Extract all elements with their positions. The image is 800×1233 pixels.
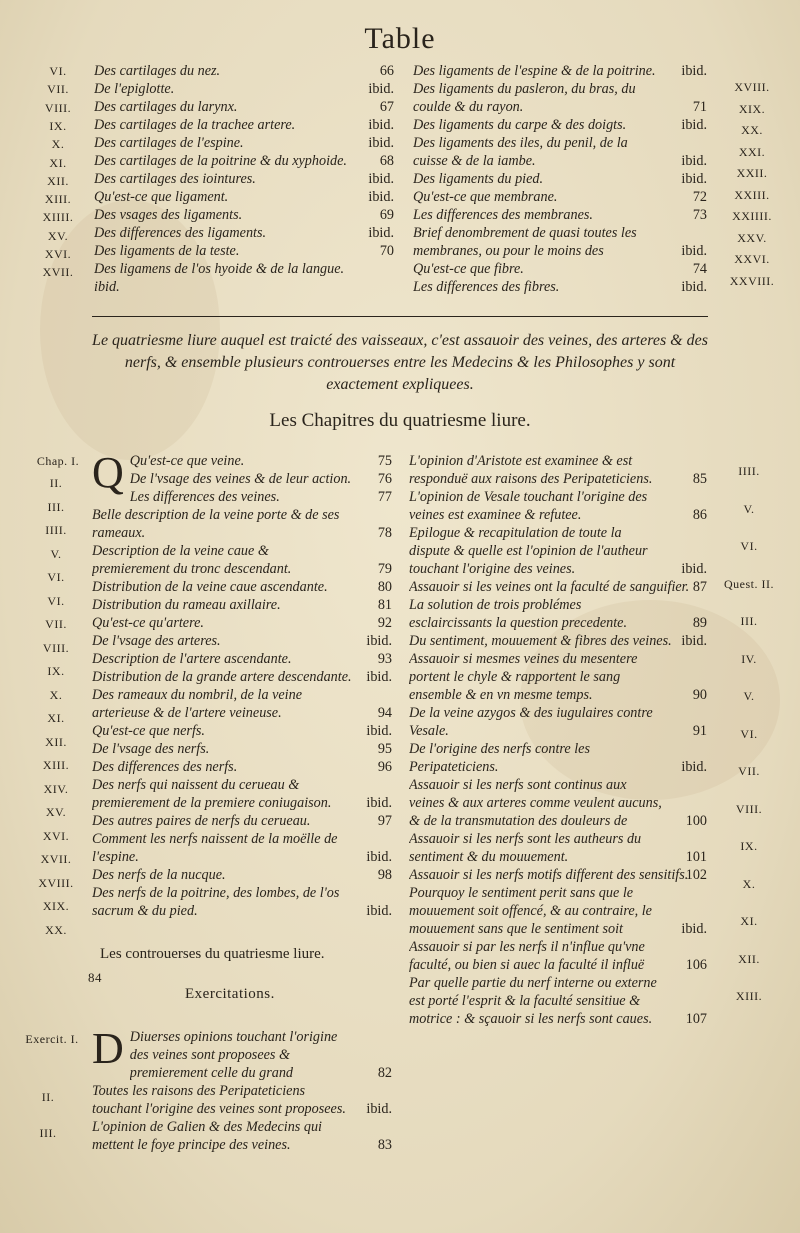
- toc-entry-title: Des cartilages du larynx.: [94, 99, 238, 115]
- toc-entry: [92, 830, 392, 866]
- toc-entry: [94, 260, 394, 278]
- toc-entry-page: 72: [692, 189, 707, 205]
- toc-entry-title: Assauoir si par les nerfs il n'influe qu'vne faculté, ou bien si auec la faculté il influë: [409, 939, 645, 973]
- toc-entry: [94, 242, 394, 260]
- margin-numeral: XXV.: [737, 230, 767, 245]
- margin-numeral: XXIII.: [734, 187, 770, 202]
- toc-entry: [413, 170, 707, 188]
- toc-entry: [94, 62, 394, 80]
- margin-numeral: XXVI.: [734, 252, 770, 266]
- toc-entry: [413, 134, 707, 170]
- toc-entry-title: Qu'est-ce que nerfs.: [92, 723, 205, 739]
- toc-entry: [92, 776, 392, 812]
- toc-entry: [413, 260, 707, 278]
- toc-entry-page: ibid.: [368, 81, 394, 97]
- toc-entry-page: ibid.: [366, 633, 392, 649]
- toc-entry: [409, 866, 707, 884]
- toc-entry-page: 71: [692, 99, 707, 115]
- toc-entry-page: 93: [377, 651, 392, 667]
- margin-numeral: VIII.: [735, 801, 763, 816]
- toc-entry: [409, 776, 707, 830]
- toc-entry-title: Comment les nerfs naissent de la moëlle de l'espine.: [92, 831, 338, 865]
- toc-entry: [92, 506, 392, 542]
- toc-entry: [409, 632, 707, 650]
- drop-capital: D: [92, 1024, 124, 1073]
- toc-entry-title: De l'origine des nerfs contre les Peripateticiens.: [409, 741, 591, 775]
- margin-numeral: XX.: [741, 123, 763, 137]
- toc-entry-title: Des cartilages des iointures.: [94, 171, 256, 187]
- toc-entry-title: Les differences des membranes.: [413, 207, 593, 223]
- toc-entry-title: Des cartilages de la poitrine & du xyphoide.: [94, 153, 347, 169]
- toc-entry: [92, 470, 392, 488]
- toc-entry-page: 92: [377, 615, 392, 631]
- toc-entry-page: ibid.: [681, 243, 707, 259]
- toc-entry-page: 96: [377, 759, 392, 775]
- margin-numeral: XVII.: [42, 265, 74, 280]
- controverses-heading: Les controuerses du quatriesme liure.: [100, 946, 325, 962]
- toc-entry-title: Assauoir si mesmes veines du mesentere portent le chyle & rapportent le sang ensemble & en vn mesme temps.: [409, 651, 638, 703]
- toc-entry-page: 81: [377, 597, 392, 613]
- toc-entry-page: ibid.: [366, 669, 392, 685]
- margin-numeral: XIII.: [42, 758, 70, 772]
- toc-entry-page: ibid.: [681, 759, 707, 775]
- toc-entry-title: De l'vsage des nerfs.: [92, 741, 210, 757]
- margin-numeral: IIII.: [45, 523, 67, 537]
- toc-entry-title: L'opinion de Vesale touchant l'origine des veines est examinee & refutee.: [409, 489, 648, 523]
- margin-numeral: II.: [49, 476, 63, 490]
- toc-entry-page: ibid.: [681, 279, 707, 295]
- margin-numeral: XXVIII.: [729, 273, 775, 288]
- toc-entry-title: Diuerses opinions touchant l'origine des veines sont proposees & premierement celle du grand: [129, 1029, 338, 1081]
- margin-numeral: XIIII.: [42, 210, 74, 225]
- toc-entry: [92, 1118, 392, 1154]
- toc-entry-title: Des ligaments du carpe & des doigts.: [413, 117, 627, 133]
- margin-numeral: XV.: [47, 228, 69, 243]
- toc-entry: [413, 62, 707, 80]
- toc-entry-page: 78: [377, 525, 392, 541]
- margin-numeral: IIII.: [738, 464, 760, 478]
- margin-numeral: XXI.: [738, 144, 766, 159]
- toc-entry-page: 98: [377, 867, 392, 883]
- toc-entry-title: Des cartilages de l'espine.: [94, 135, 244, 151]
- toc-entry: [413, 206, 707, 224]
- margin-numeral: XVIII.: [734, 80, 770, 94]
- toc-entry-title: Des differences des ligaments.: [94, 225, 267, 241]
- toc-entry-title: Distribution de la grande artere descendante.: [92, 669, 352, 685]
- toc-entry: [409, 596, 707, 632]
- toc-entry-page: ibid.: [368, 225, 394, 241]
- margin-numeral: XI.: [47, 711, 65, 725]
- margin-numeral: XVI.: [42, 828, 70, 843]
- margin-numeral: XIII.: [735, 989, 763, 1003]
- toc-entry-page: 68: [379, 153, 394, 169]
- toc-entry: [92, 668, 392, 686]
- toc-entry: [409, 488, 707, 524]
- toc-entry: [92, 866, 392, 884]
- toc-entry: [92, 812, 392, 830]
- toc-entry-title: Assauoir si les veines ont la faculté de sanguifier.: [409, 579, 690, 595]
- toc-entry-title: Belle description de la veine porte & de ses rameaux.: [92, 507, 340, 541]
- toc-entry-title: Qu'est-ce que veine.: [129, 453, 245, 469]
- toc-entry-title: Les differences des veines.: [129, 489, 280, 505]
- toc-entry-page: 73: [692, 207, 707, 223]
- toc-entry-page: 106: [685, 957, 707, 973]
- margin-numeral: VII.: [738, 764, 760, 778]
- toc-entry: [409, 452, 707, 488]
- margin-numeral: X.: [51, 137, 65, 152]
- toc-entry-title: Des ligaments de la teste.: [94, 243, 240, 259]
- toc-entry-title: Epilogue & recapitulation de toute la dispute & quelle est l'opinion de l'autheur touchant l'origine des veines.: [409, 525, 648, 577]
- toc-entry-title: Des ligamens de l'os hyoide & de la langue.: [94, 261, 345, 277]
- toc-entry: [413, 116, 707, 134]
- toc-column-chapters-left: [92, 448, 392, 920]
- toc-entry: [92, 632, 392, 650]
- toc-entry-page: 90: [692, 687, 707, 703]
- toc-entry-title: Pourquoy le sentiment perit sans que le mouuement soit offencé, & au contraire, le mouuement sans que le sentiment soit: [409, 885, 652, 937]
- toc-entry-page: ibid.: [681, 63, 707, 79]
- toc-entry-page: 86: [692, 507, 707, 523]
- margin-numeral: X.: [742, 876, 756, 891]
- toc-entry-title: Des ligaments des iles, du penil, de la cuisse & de la iambe.: [413, 135, 628, 169]
- toc-entry-page: 82: [377, 1065, 392, 1081]
- margin-numeral: XIII.: [44, 192, 72, 207]
- toc-entry: [409, 884, 707, 938]
- toc-column-exercitations: [92, 1024, 392, 1154]
- margin-numeral: Quest. II.: [724, 576, 774, 591]
- toc-entry: [409, 830, 707, 866]
- exercitations-heading: Exercitations.: [185, 986, 275, 1002]
- margin-numeral: VI.: [740, 726, 758, 741]
- margin-numeral: XI.: [49, 155, 67, 170]
- toc-entry: [94, 152, 394, 170]
- toc-entry-title: Des differences des nerfs.: [92, 759, 238, 775]
- chapters-heading: Les Chapitres du quatriesme liure.: [269, 410, 531, 431]
- toc-entry-title: Qu'est-ce que membrane.: [413, 189, 558, 205]
- toc-entry: [409, 740, 707, 776]
- toc-entry: [94, 98, 394, 116]
- toc-column-ligaments-left: [94, 62, 394, 296]
- toc-entry: [92, 1024, 392, 1082]
- toc-entry-page: 83: [377, 1137, 392, 1153]
- toc-entry-title: Des rameaux du nombril, de la veine arterieuse & de l'artere veineuse.: [92, 687, 303, 721]
- toc-entry: [94, 224, 394, 242]
- toc-entry-page: ibid.: [681, 153, 707, 169]
- toc-entry-page: 94: [377, 705, 392, 721]
- toc-entry-title: Par quelle partie du nerf interne ou externe est porté l'esprit & la faculté sensitiue & motrice : & sçauoir si les nerfs sont caues.: [409, 975, 657, 1027]
- margin-numeral: X.: [49, 687, 63, 702]
- toc-entry-title: Du sentiment, mouuement & fibres des veines.: [409, 633, 672, 649]
- toc-entry-page: 107: [685, 1011, 707, 1027]
- toc-entry-title: Assauoir si les nerfs sont les autheurs du sentiment & du mouuement.: [409, 831, 642, 865]
- margin-numeral: III.: [39, 1126, 57, 1140]
- toc-entry-title: Des ligaments du pied.: [413, 171, 544, 187]
- toc-entry-page: ibid.: [368, 171, 394, 187]
- toc-entry-title: Brief denombrement de quasi toutes les membranes, ou pour le moins des: [413, 225, 637, 259]
- toc-entry-title: L'opinion de Galien & des Medecins qui mettent le foye principe des veines.: [92, 1119, 322, 1153]
- margin-numeral: XVII.: [40, 852, 72, 866]
- toc-entry: [92, 650, 392, 668]
- toc-entry-page: ibid.: [681, 171, 707, 187]
- toc-entry-page: 69: [379, 207, 394, 223]
- toc-entry-page: 67: [379, 99, 394, 115]
- toc-entry: [94, 116, 394, 134]
- toc-entry-page: ibid.: [366, 903, 392, 919]
- toc-entry-title: Qu'est-ce que ligament.: [94, 189, 229, 205]
- toc-entry-title: Description de la veine caue & premierement du tronc descendant.: [92, 543, 292, 577]
- toc-entry-page: 87: [692, 579, 707, 595]
- toc-entry-title: Description de l'artere ascendante.: [92, 651, 292, 667]
- toc-entry-title: Distribution de la veine caue ascendante.: [92, 579, 328, 595]
- toc-entry-title: De la veine azygos & des iugulaires contre Vesale.: [409, 705, 653, 739]
- chapter-label: Chap. I.: [36, 454, 80, 468]
- toc-entry: [94, 188, 394, 206]
- toc-entry-title: Qu'est-ce qu'artere.: [92, 615, 204, 631]
- toc-entry-title: Des nerfs qui naissent du cerueau & premierement de la premiere coniugaison.: [92, 777, 332, 811]
- toc-entry-page: 66: [379, 63, 394, 79]
- toc-entry: [92, 686, 392, 722]
- margin-numeral: III.: [47, 499, 65, 514]
- toc-entry-page: ibid.: [368, 135, 394, 151]
- toc-entry-page: 76: [377, 471, 392, 487]
- toc-entry-page: 75: [377, 453, 392, 469]
- toc-entry-title: Toutes les raisons des Peripateticiens touchant l'origine des veines sont proposees.: [92, 1083, 346, 1117]
- margin-numeral: VIII.: [42, 640, 70, 655]
- margin-numeral: IX.: [47, 664, 65, 678]
- toc-entry-title: Qu'est-ce que fibre.: [413, 261, 524, 277]
- toc-entry: [92, 542, 392, 578]
- toc-entry: [92, 884, 392, 920]
- toc-entry: [409, 650, 707, 704]
- toc-entry: [409, 974, 707, 1028]
- toc-entry-page: 79: [377, 561, 392, 577]
- toc-entry: [92, 758, 392, 776]
- toc-entry-page: ibid.: [368, 117, 394, 133]
- toc-entry-page: 70: [379, 243, 394, 259]
- toc-column-chapters-right: [409, 452, 707, 1028]
- margin-numeral: XV.: [45, 805, 67, 819]
- toc-entry-page: 97: [377, 813, 392, 829]
- toc-entry: [413, 278, 707, 296]
- toc-entry-title: L'opinion d'Aristote est examinee & est responduë aux raisons des Peripateticiens.: [409, 453, 653, 487]
- toc-entry-title: ibid.: [94, 279, 120, 295]
- margin-numeral: V.: [743, 689, 755, 703]
- toc-entry-title: De l'vsage des veines & de leur action.: [129, 471, 352, 487]
- margin-numeral: VI.: [47, 570, 65, 584]
- toc-entry-page: 102: [685, 867, 707, 883]
- toc-entry: [92, 1082, 392, 1118]
- toc-entry: [92, 740, 392, 758]
- toc-entry-page: ibid.: [681, 921, 707, 937]
- margin-numeral: XXIIII.: [732, 209, 772, 223]
- toc-entry-title: Des autres paires de nerfs du cerueau.: [92, 813, 311, 829]
- toc-entry: [92, 596, 392, 614]
- toc-entry: [92, 578, 392, 596]
- toc-entry-title: Des ligaments du pasleron, du bras, du coulde & du rayon.: [413, 81, 636, 115]
- toc-entry-page: ibid.: [366, 723, 392, 739]
- toc-entry-page: ibid.: [368, 189, 394, 205]
- margin-numeral: VII.: [45, 617, 67, 631]
- margin-numeral: VI.: [740, 539, 758, 553]
- toc-entry: [409, 578, 707, 596]
- margin-numeral: VII.: [47, 82, 69, 97]
- toc-entry-page: ibid.: [681, 633, 707, 649]
- toc-entry-page: 91: [692, 723, 707, 739]
- toc-entry-title: Des cartilages de la trachee artere.: [94, 117, 296, 133]
- toc-entry-title: Des nerfs de la poitrine, des lombes, de l'os sacrum & du pied.: [92, 885, 340, 919]
- toc-entry-page: ibid.: [681, 561, 707, 577]
- toc-column-ligaments-right: [413, 62, 707, 296]
- exercit-label: Exercit. I.: [25, 1032, 79, 1046]
- margin-numeral: XX.: [45, 922, 67, 937]
- toc-entry-title: Des vsages des ligaments.: [94, 207, 243, 223]
- toc-entry: [94, 278, 394, 296]
- toc-entry-page: 85: [692, 471, 707, 487]
- toc-entry: [92, 722, 392, 740]
- toc-entry-page: 77: [377, 489, 392, 505]
- page-title: Table: [364, 22, 436, 55]
- toc-entry-title: Assauoir si les nerfs motifs different des sensitifs.: [409, 867, 689, 883]
- toc-entry: [94, 80, 394, 98]
- margin-numeral: XXII.: [736, 166, 768, 180]
- toc-entry-title: Des cartilages du nez.: [94, 63, 221, 79]
- toc-entry-page: ibid.: [366, 849, 392, 865]
- margin-numeral: IX.: [740, 839, 758, 853]
- margin-numeral: III.: [740, 614, 758, 628]
- margin-numeral: VI.: [47, 593, 65, 608]
- toc-entry-page: 101: [685, 849, 707, 865]
- margin-numeral: IV.: [741, 651, 757, 666]
- toc-entry-page: ibid.: [366, 1101, 392, 1117]
- toc-entry-title: Des ligaments de l'espine & de la poitrine.: [413, 63, 656, 79]
- toc-entry-title: De l'epiglotte.: [94, 81, 175, 97]
- toc-entry-page: ibid.: [366, 795, 392, 811]
- toc-entry: [92, 488, 392, 506]
- drop-capital: Q: [92, 448, 124, 497]
- toc-entry-page: ibid.: [681, 117, 707, 133]
- book-four-heading: Le quatriesme liure auquel est traicté des vaisseaux, c'est assauoir des veines, des arteres & des nerfs, & ensemble plusieurs controuerses entre les Medecins & les Philosophes y sont exactement expliquees.: [92, 332, 708, 393]
- margin-numeral: XIX.: [738, 101, 766, 116]
- toc-entry-title: Les differences des fibres.: [413, 279, 560, 295]
- toc-entry: [409, 704, 707, 740]
- toc-entry-title: Distribution du rameau axillaire.: [92, 597, 281, 613]
- toc-entry: [94, 134, 394, 152]
- toc-entry-page: 95: [377, 741, 392, 757]
- margin-numeral: VI.: [49, 64, 67, 78]
- section-divider: [92, 316, 708, 317]
- margin-numeral: VIII.: [44, 100, 72, 115]
- toc-entry-page: 80: [377, 579, 392, 595]
- margin-numeral: V.: [50, 546, 62, 561]
- margin-numeral: IX.: [49, 118, 67, 133]
- toc-entry: [409, 938, 707, 974]
- toc-entry-page: 74: [692, 261, 707, 277]
- margin-numeral: XIV.: [43, 781, 69, 796]
- toc-entry-title: Des nerfs de la nucque.: [92, 867, 226, 883]
- margin-numeral: XII.: [47, 173, 69, 188]
- margin-numeral: XVIII.: [38, 875, 74, 890]
- toc-entry-title: La solution de trois problémes esclaircissants la question precedente.: [409, 597, 628, 631]
- margin-numeral: XII.: [738, 951, 760, 966]
- toc-entry: [409, 524, 707, 578]
- toc-entry-page: 89: [692, 615, 707, 631]
- toc-entry: [94, 206, 394, 224]
- toc-entry: [413, 188, 707, 206]
- margin-numeral: XVI.: [44, 247, 72, 261]
- toc-entry: [413, 80, 707, 116]
- margin-numeral: V.: [743, 501, 755, 516]
- margin-numeral: XII.: [45, 734, 67, 749]
- toc-entry-title: Assauoir si les nerfs sont continus aux veines & aux arteres comme veulent aucuns, & de la transmutation des douleurs de: [409, 777, 662, 829]
- margin-numeral: XI.: [740, 914, 758, 928]
- toc-entry-page: 100: [685, 813, 707, 829]
- toc-entry: [413, 224, 707, 260]
- toc-entry: [92, 614, 392, 632]
- toc-entry-title: De l'vsage des arteres.: [92, 633, 221, 649]
- margin-numeral: XIX.: [42, 899, 70, 913]
- stray-page-number: 84: [88, 970, 102, 985]
- toc-entry: [94, 170, 394, 188]
- margin-numeral: II.: [41, 1090, 55, 1104]
